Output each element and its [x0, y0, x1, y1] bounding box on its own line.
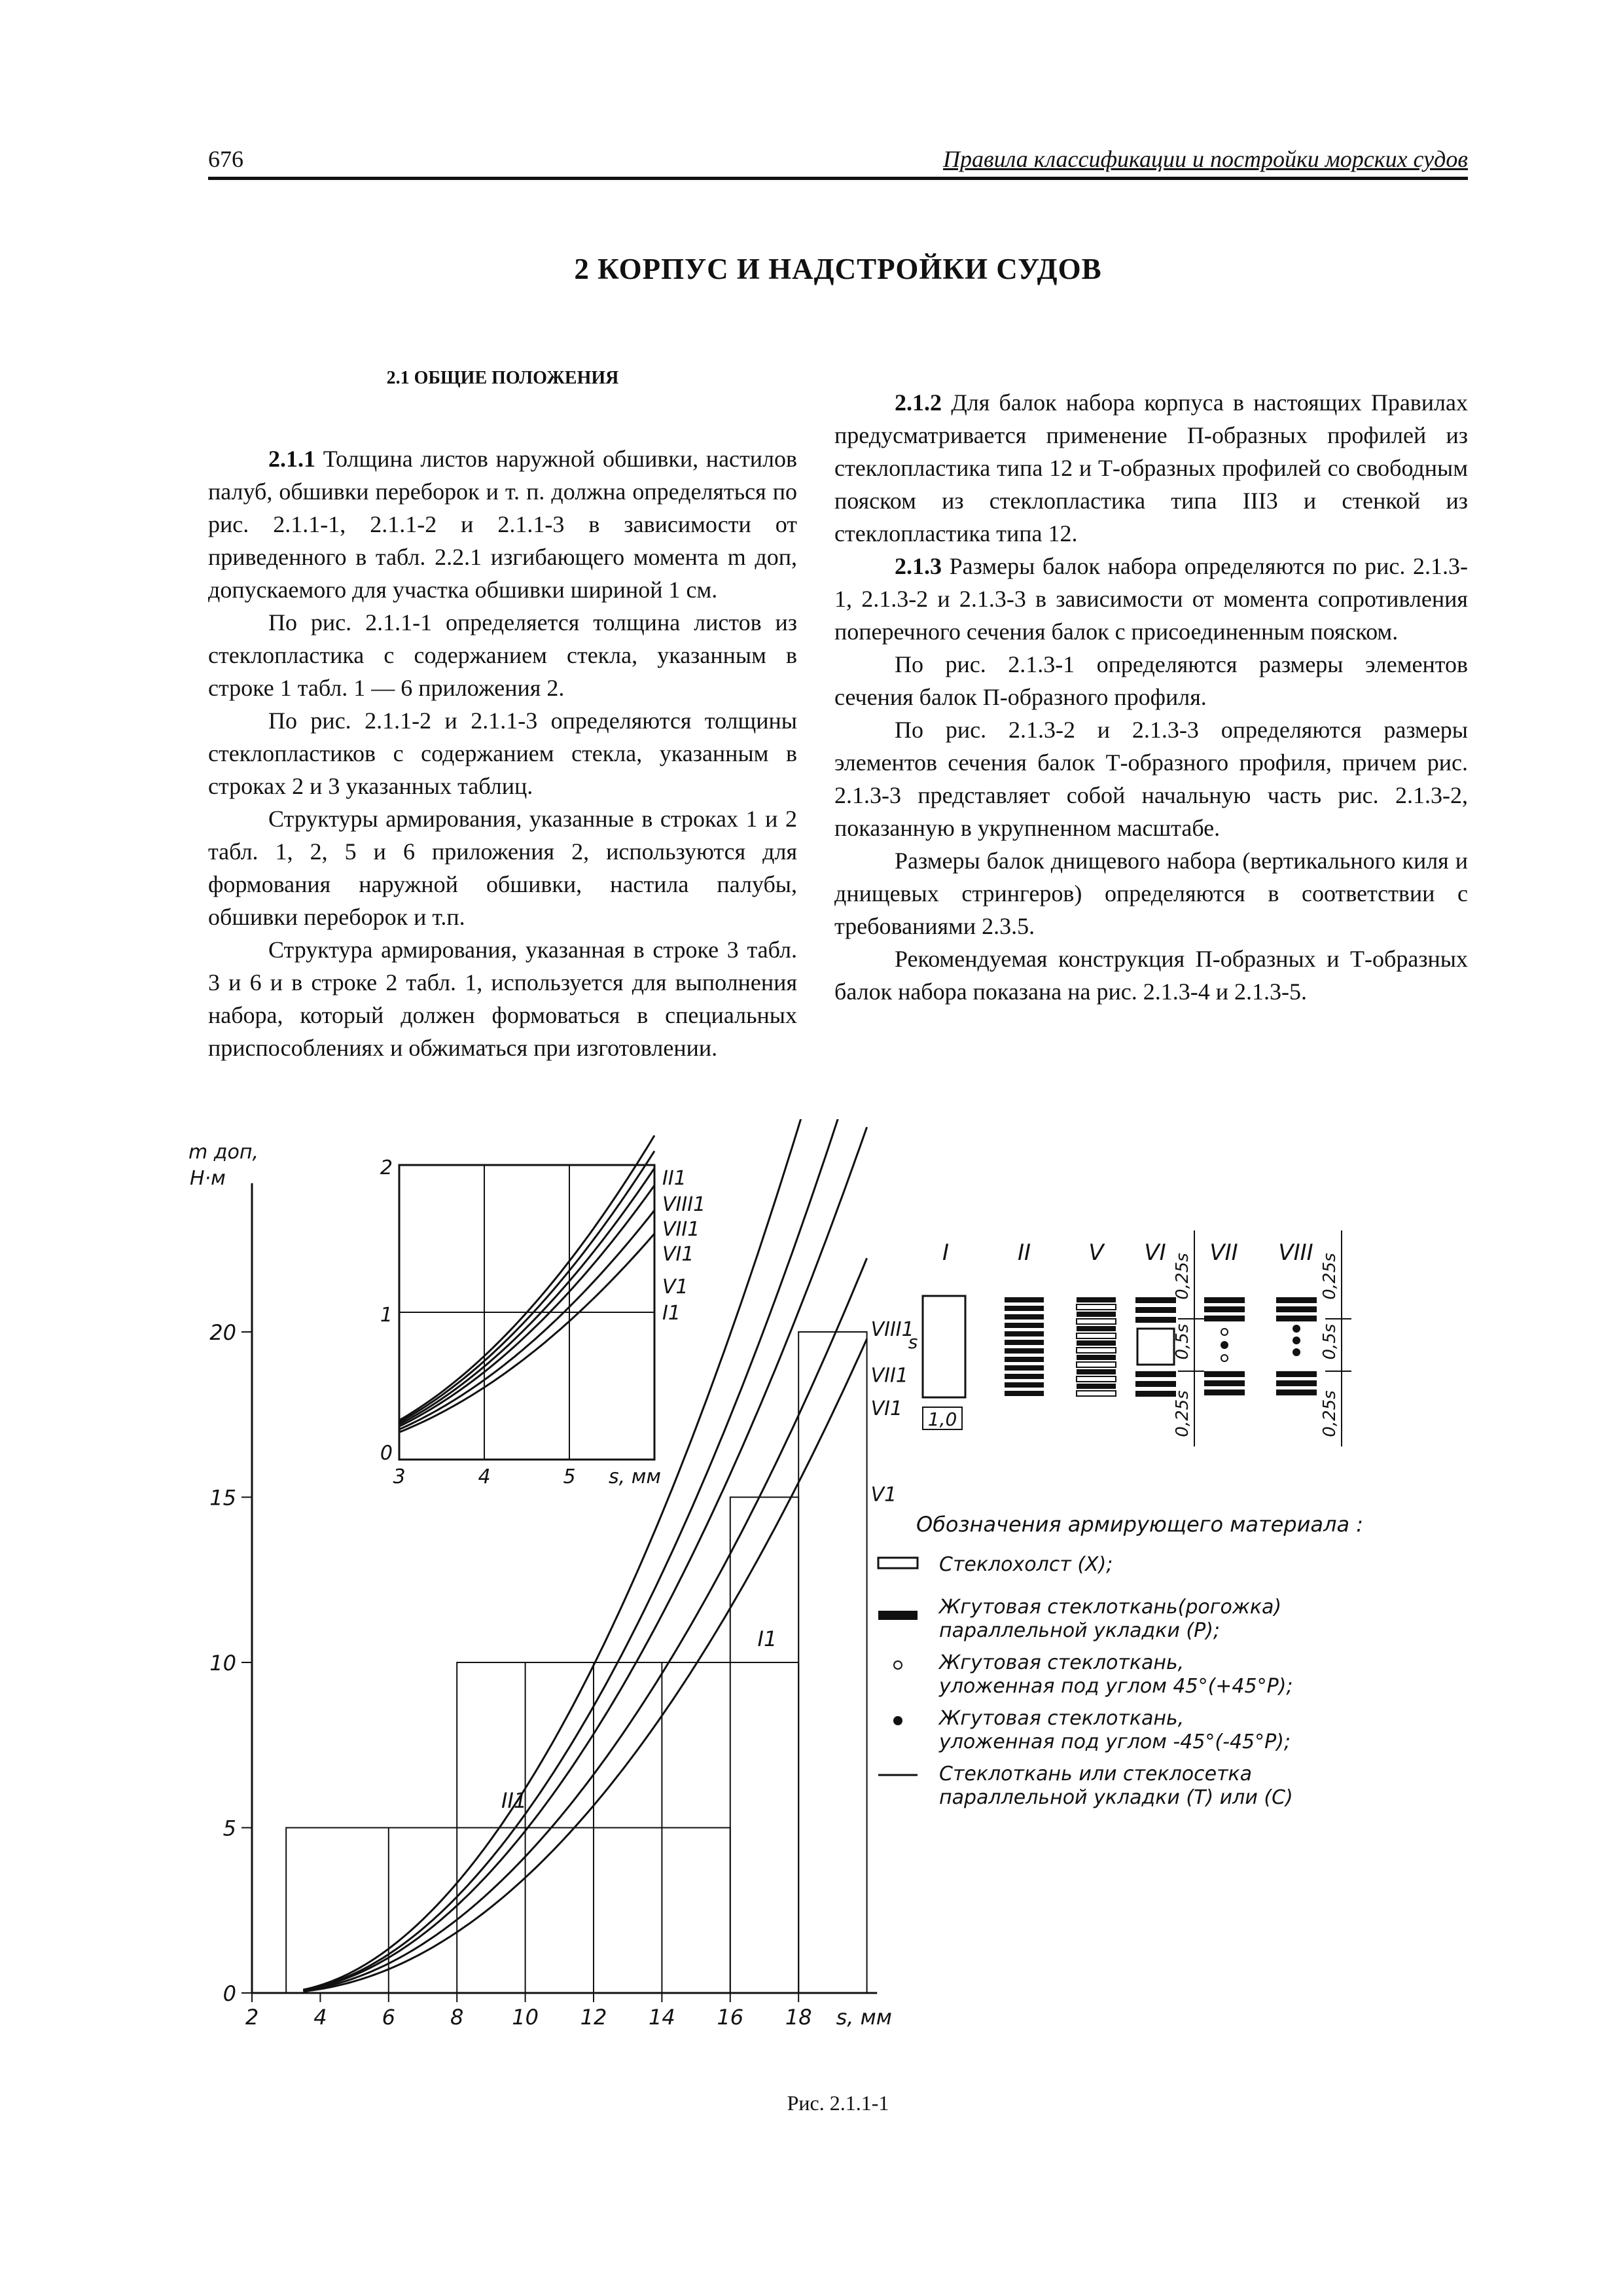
right-paragraph — [834, 942, 1468, 1008]
x-tick-label: 16 — [717, 2005, 744, 2030]
scheme-V-bar — [1077, 1340, 1116, 1346]
scheme-VII-bar — [1204, 1380, 1245, 1386]
inset-x-tick-label: 5 — [563, 1465, 576, 1488]
scheme-dim-label: 0,25s — [1173, 1390, 1192, 1437]
x-tick-label: 8 — [450, 2005, 464, 2030]
scheme-VI-bar — [1135, 1297, 1176, 1303]
right-paragraph — [834, 550, 1468, 648]
scheme-II-bar — [1005, 1340, 1044, 1345]
scheme-VII-bar — [1204, 1306, 1245, 1312]
scheme-VI-bar — [1135, 1317, 1176, 1323]
scheme-VI-bar — [1135, 1371, 1176, 1377]
scheme-label: VIII — [1278, 1240, 1313, 1266]
paragraph-text: Рекомендуемая конструкция П-образных и Т-образных балок набора показана на рис. 2.1.3-4 и 2.1.3-5. — [834, 946, 1468, 1005]
legend-item-line1: Жгутовая стеклоткань, — [939, 1651, 1185, 1674]
x-tick-label: 12 — [580, 2005, 607, 2030]
grid-box-15 — [730, 1498, 798, 1994]
scheme-II-bar — [1005, 1314, 1044, 1319]
scheme-VII-bar — [1204, 1371, 1245, 1377]
scheme-I-frame — [923, 1296, 965, 1397]
scheme-V-bar — [1077, 1326, 1116, 1331]
curve-label-V1: V1 — [870, 1483, 897, 1507]
curve-VI1 — [303, 1127, 866, 1990]
left-paragraph — [208, 442, 797, 606]
inset-curve-label: VIII1 — [662, 1193, 706, 1216]
left-column — [208, 367, 797, 1064]
right-paragraph — [834, 844, 1468, 942]
scheme-VII-dot — [1221, 1341, 1228, 1349]
paragraph-number: 2.1.3 — [895, 553, 942, 579]
scheme-label: VII — [1209, 1240, 1238, 1266]
y-tick-label: 15 — [209, 1485, 236, 1511]
paragraph-text: По рис. 2.1.1-1 определяется толщина листов из стеклопластика с содержанием стекла, указанным в строке 1 табл. 1 — 6 приложения 2. — [208, 609, 797, 701]
left-paragraph — [208, 933, 797, 1064]
scheme-dim-width: 1,0 — [927, 1408, 957, 1430]
inset-curve-VII1 — [399, 1168, 654, 1424]
x-tick-label: 14 — [649, 2005, 675, 2030]
left-paragraph — [208, 606, 797, 704]
scheme-dim-label: 0,5s — [1173, 1323, 1192, 1360]
legend-item-line2: уложенная под углом -45°(-45°Р); — [939, 1731, 1291, 1753]
left-paragraph — [208, 704, 797, 802]
grid-box-20 — [798, 1332, 866, 1993]
inset-x-tick-label: 3 — [393, 1465, 406, 1488]
inset-curve-label: VII1 — [662, 1218, 700, 1241]
x-tick-label: 18 — [785, 2005, 812, 2030]
scheme-VIII-bar — [1276, 1297, 1317, 1303]
scheme-II-bar — [1005, 1374, 1044, 1379]
scheme-II-bar — [1005, 1357, 1044, 1362]
legend-item-line1: Жгутовая стеклоткань, — [939, 1707, 1185, 1730]
legend-item-line1: Жгутовая стеклоткань(рогожка) — [939, 1596, 1282, 1619]
x-axis-label: s, мм — [836, 2005, 892, 2030]
inset-curve-label: I1 — [662, 1302, 681, 1325]
curve-label-VIII1: VIII1 — [870, 1318, 914, 1341]
y-tick-label: 10 — [209, 1651, 236, 1676]
scheme-VI-bar — [1135, 1391, 1176, 1397]
scheme-V-mat — [1077, 1362, 1116, 1367]
scheme-V-bar — [1077, 1312, 1116, 1317]
x-tick-label: 2 — [245, 2005, 259, 2030]
scheme-II-bar — [1005, 1297, 1044, 1302]
x-tick-label: 10 — [512, 2005, 539, 2030]
scheme-VII-bar — [1204, 1297, 1245, 1303]
curve-V1 — [303, 1258, 866, 1990]
scheme-label: VI — [1144, 1240, 1166, 1266]
scheme-VIII-dot — [1293, 1336, 1300, 1344]
right-column — [834, 386, 1468, 1008]
scheme-VI-bar — [1135, 1381, 1176, 1387]
y-axis-label-unit: Н·м — [190, 1167, 226, 1190]
inset-y-tick-label: 2 — [380, 1157, 393, 1179]
scheme-VIII-bar — [1276, 1371, 1317, 1377]
right-paragraph — [834, 648, 1468, 713]
figure-caption: Рис. 2.1.1-1 — [787, 2091, 889, 2115]
scheme-dim-label: 0,5s — [1320, 1323, 1340, 1360]
curve-label-VII1: VII1 — [870, 1364, 908, 1388]
scheme-VIII-dot — [1293, 1325, 1300, 1333]
scheme-VIII-bar — [1276, 1306, 1317, 1312]
scheme-dim-label: 0,25s — [1173, 1253, 1192, 1300]
scheme-V-mat — [1077, 1391, 1116, 1396]
x-tick-label: 6 — [382, 2005, 395, 2030]
scheme-dim-label: 0,25s — [1320, 1253, 1340, 1300]
scheme-VII-dot-open — [1221, 1329, 1228, 1335]
paragraph-text: По рис. 2.1.1-2 и 2.1.1-3 определяются толщины стеклопластиков с содержанием стекла, указанным в строках 2 и 3 указанных таблиц. — [208, 708, 797, 799]
scheme-V-mat — [1077, 1304, 1116, 1310]
right-paragraph — [834, 713, 1468, 844]
scheme-V-mat — [1077, 1319, 1116, 1324]
paragraph-number: 2.1.2 — [895, 389, 942, 416]
scheme-VII-bar — [1204, 1390, 1245, 1395]
legend-swatch-mat — [878, 1558, 918, 1568]
y-tick-label: 0 — [223, 1981, 236, 2006]
curve-label-II1: II1 — [501, 1788, 527, 1814]
inset-curve-label: II1 — [662, 1167, 687, 1190]
x-tick-label: 4 — [313, 2005, 327, 2030]
scheme-label: V — [1088, 1240, 1104, 1266]
scheme-V-bar — [1077, 1384, 1116, 1389]
scheme-VIII-bar — [1276, 1380, 1317, 1386]
left-paragraph — [208, 802, 797, 933]
scheme-VIII-bar — [1276, 1316, 1317, 1321]
scheme-VII-dot-open — [1221, 1355, 1228, 1361]
scheme-V-mat — [1077, 1376, 1116, 1382]
paragraph-text: Размеры балок набора определяются по рис. 2.1.3-1, 2.1.3-2 и 2.1.3-3 в зависимости от момента сопротивления поперечного сечения балок с присоединенным пояском. — [834, 553, 1468, 645]
paragraph-number: 2.1.1 — [268, 446, 315, 472]
paragraph-text: Структура армирования, указанная в строке 3 табл. 3 и 6 и в строке 2 табл. 1, используется для выполнения набора, который должен формоваться в специальных приспособлениях и обжиматься при изготовлении. — [208, 937, 797, 1061]
legend-title: Обозначения армирующего материала : — [916, 1512, 1364, 1537]
legend-item-line1: Стеклохолст (Х); — [939, 1553, 1113, 1576]
y-tick-label: 5 — [223, 1816, 236, 1841]
legend-swatch-dot — [893, 1716, 902, 1725]
header-rule — [208, 177, 1468, 180]
scheme-VI-bar — [1135, 1307, 1176, 1313]
scheme-II-bar — [1005, 1391, 1044, 1396]
curve-I1 — [303, 1339, 866, 1992]
scheme-VI-mat — [1137, 1329, 1174, 1365]
scheme-V-mat — [1077, 1333, 1116, 1338]
page-number: 676 — [208, 146, 243, 172]
curve-label-I1: I1 — [757, 1626, 777, 1651]
scheme-II-bar — [1005, 1348, 1044, 1354]
inset-curve-label: VI1 — [662, 1243, 694, 1266]
inset-curve-II1 — [399, 1136, 654, 1420]
legend-swatch-open-dot — [894, 1661, 902, 1669]
scheme-II-bar — [1005, 1382, 1044, 1388]
scheme-V-bar — [1077, 1297, 1116, 1302]
scheme-label: II — [1017, 1240, 1031, 1266]
legend-item-line2: параллельной укладки (Т) или (С) — [939, 1786, 1293, 1809]
scheme-VII-bar — [1204, 1316, 1245, 1321]
chapter-title: 2 КОРПУС И НАДСТРОЙКИ СУДОВ — [574, 253, 1102, 285]
inset-curve-VIII1 — [399, 1151, 654, 1422]
scheme-II-bar — [1005, 1331, 1044, 1336]
paragraph-text: Толщина листов наружной обшивки, настилов палуб, обшивки переборок и т. п. должна определяться по рис. 2.1.1-1, 2.1.1-2 и 2.1.1-3 в зависимости от приведенного в табл. 2.2.1 изгибающего момента m доп, допускаемого для участка обшивки шириной 1 см. — [208, 446, 797, 603]
legend-item-line1: Стеклоткань или стеклосетка — [939, 1763, 1253, 1785]
section-heading: 2.1 ОБЩИЕ ПОЛОЖЕНИЯ — [386, 368, 619, 388]
paragraph-text: Для балок набора корпуса в настоящих Правилах предусматривается применение П-образных профилей из стеклопластика типа 12 и Т-образных профилей со свободным пояском из стеклопластика типа III3 и стенкой из стеклопластика типа 12. — [834, 389, 1468, 547]
inset-x-tick-label: 4 — [478, 1465, 491, 1488]
scheme-VIII-dot — [1293, 1348, 1300, 1356]
scheme-label: I — [942, 1240, 950, 1266]
paragraph-text: Структуры армирования, указанные в строках 1 и 2 табл. 1, 2, 5 и 6 приложения 2, используются для формования наружной обшивки, настила палубы, обшивки переборок и т.п. — [208, 806, 797, 930]
figure-svg — [183, 1119, 1427, 2081]
scheme-II-bar — [1005, 1306, 1044, 1311]
scheme-dim-s: s — [908, 1331, 918, 1353]
right-paragraph — [834, 386, 1468, 550]
inset-curve-label: V1 — [662, 1276, 688, 1299]
paragraph-text: По рис. 2.1.3-1 определяются размеры элементов сечения балок П-образного профиля. — [834, 651, 1468, 710]
inset-x-axis-label: s, мм — [609, 1465, 661, 1488]
paragraph-text: Размеры балок днищевого набора (вертикального киля и днищевых стрингеров) определяются в соответствии с требованиями 2.3.5. — [834, 848, 1468, 939]
inset-y-tick-label: 0 — [380, 1442, 393, 1465]
legend-item-line2: уложенная под углом 45°(+45°Р); — [939, 1675, 1293, 1698]
legend-swatch-bar — [878, 1611, 918, 1620]
figure-2-1-1-1 — [183, 1119, 1427, 2081]
scheme-V-bar — [1077, 1355, 1116, 1360]
inset-y-tick-label: 1 — [380, 1304, 393, 1327]
running-title: Правила классификации и постройки морских судов — [943, 146, 1468, 172]
scheme-VIII-bar — [1276, 1390, 1317, 1395]
scheme-V-mat — [1077, 1348, 1116, 1353]
scheme-II-bar — [1005, 1323, 1044, 1328]
scheme-V-bar — [1077, 1369, 1116, 1374]
paragraph-text: По рис. 2.1.3-2 и 2.1.3-3 определяются размеры элементов сечения балок Т-образного профиля, причем рис. 2.1.3-3 представляет собой начальную часть рис. 2.1.3-2, показанную в укрупненном масштабе. — [834, 717, 1468, 841]
y-tick-label: 20 — [209, 1320, 236, 1345]
y-axis-label: m доп, — [188, 1141, 259, 1164]
scheme-dim-label: 0,25s — [1320, 1390, 1340, 1437]
legend-item-line2: параллельной укладки (Р); — [939, 1619, 1221, 1642]
scheme-II-bar — [1005, 1365, 1044, 1371]
curve-label-VI1: VI1 — [870, 1397, 903, 1421]
